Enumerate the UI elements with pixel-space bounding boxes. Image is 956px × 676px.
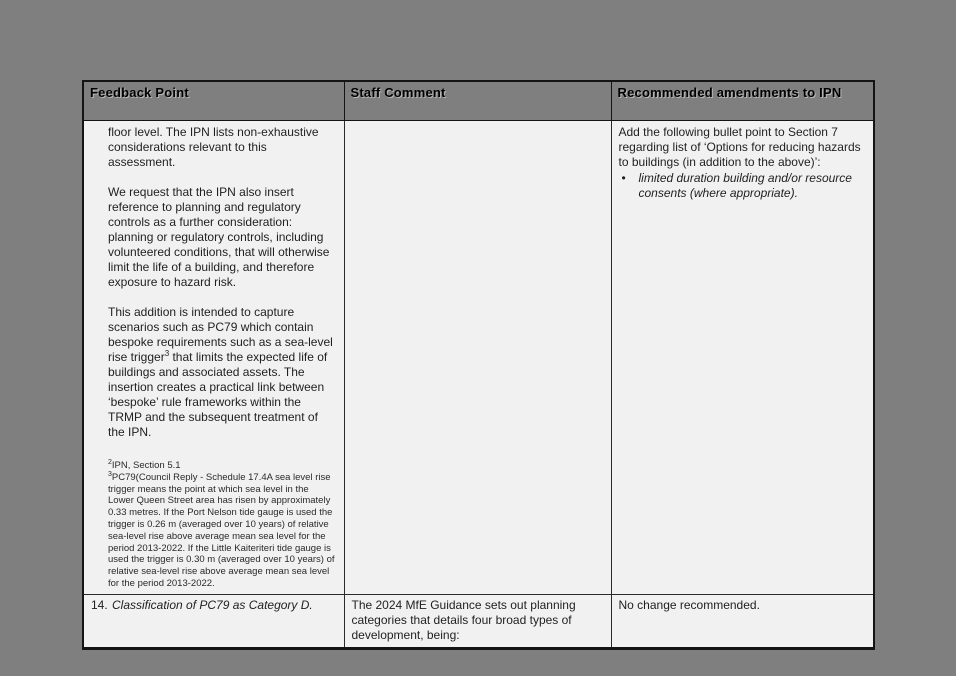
staff-comment-cell-item14: The 2024 MfE Guidance sets out planning categories that details four broad types of development, being: — [344, 594, 611, 648]
footnote-3-text: PC79(Council Reply - Schedule 17.4A sea level rise trigger means the point at which sea level in the Lower Queen Street area has risen by approximately 0.33 metres. If the Port Nelson tide gauge is used the trigger is 0.26 m (averaged over 10 years) of relative sea-level rise above average mean sea level for the period 2013-2022. If the Little Kaiteriteri tide gauge is used the trigger is 0.30 m (averaged over 10 years) of relative sea-level rise above average mean sea level for the period 2013-2022. — [108, 471, 335, 589]
feedback-paragraph-3-text-after: that limits the expected life of buildings and associated assets. The insertion creates a practical link between ‘bespoke’ rule frameworks within the TRMP and the subsequent treatment of the IPN. — [108, 350, 328, 439]
footnote-2-text: IPN, Section 5.1 — [111, 460, 181, 471]
item14-heading — [91, 598, 337, 613]
recommendation-cell-item14: No change recommended. — [611, 594, 874, 648]
table-row-item14 — [83, 594, 874, 648]
bullet-marker: • — [621, 171, 626, 185]
recommendation-bullet-text: limited duration building and/or resource consents (where appropriate). — [638, 171, 852, 200]
item14-number: 14. — [91, 597, 108, 612]
footnote-3-marker: 3 — [108, 470, 112, 478]
footnote-2 — [108, 460, 336, 472]
header-feedback-point: Feedback Point — [83, 81, 344, 121]
feedback-paragraph-2: We request that the IPN also insert reference to planning and regulatory controls as a further consideration: planning or regulatory controls, including volunteered conditions, that will otherwise limit the life of a building, and therefore exposure to hazard risk. — [108, 185, 330, 289]
header-staff-comment: Staff Comment — [344, 81, 611, 121]
feedback-paragraph-3-text: This addition is intended to capture scenarios such as PC79 which contain bespoke requirements such as a sea-level rise trigger — [108, 305, 333, 364]
feedback-cell-item14 — [83, 594, 344, 648]
recommendation-bullet-item — [619, 171, 867, 201]
recommendation-cell — [611, 121, 874, 595]
recommendation-intro: Add the following bullet point to Section 7 regarding list of ‘Options for reducing hazards to buildings (in addition to the above)’: — [618, 125, 861, 169]
header-recommended-amendments: Recommended amendments to IPN — [611, 81, 874, 121]
footnote-reference-3: 3 — [164, 349, 170, 358]
feedback-cell — [83, 121, 344, 595]
feedback-table — [82, 80, 875, 650]
item14-title: Classification of PC79 as Category D. — [112, 597, 313, 612]
table-row-item13-continuation — [83, 121, 874, 595]
feedback-paragraph-3 — [108, 305, 336, 440]
table-header-row — [83, 81, 874, 121]
footnotes-block — [108, 460, 336, 590]
footnote-2-marker: 2 — [108, 458, 112, 466]
feedback-paragraph-1: floor level. The IPN lists non-exhaustive considerations relevant to this assessment. — [108, 125, 319, 169]
footnote-3 — [108, 472, 336, 590]
staff-comment-cell-empty — [344, 121, 611, 595]
